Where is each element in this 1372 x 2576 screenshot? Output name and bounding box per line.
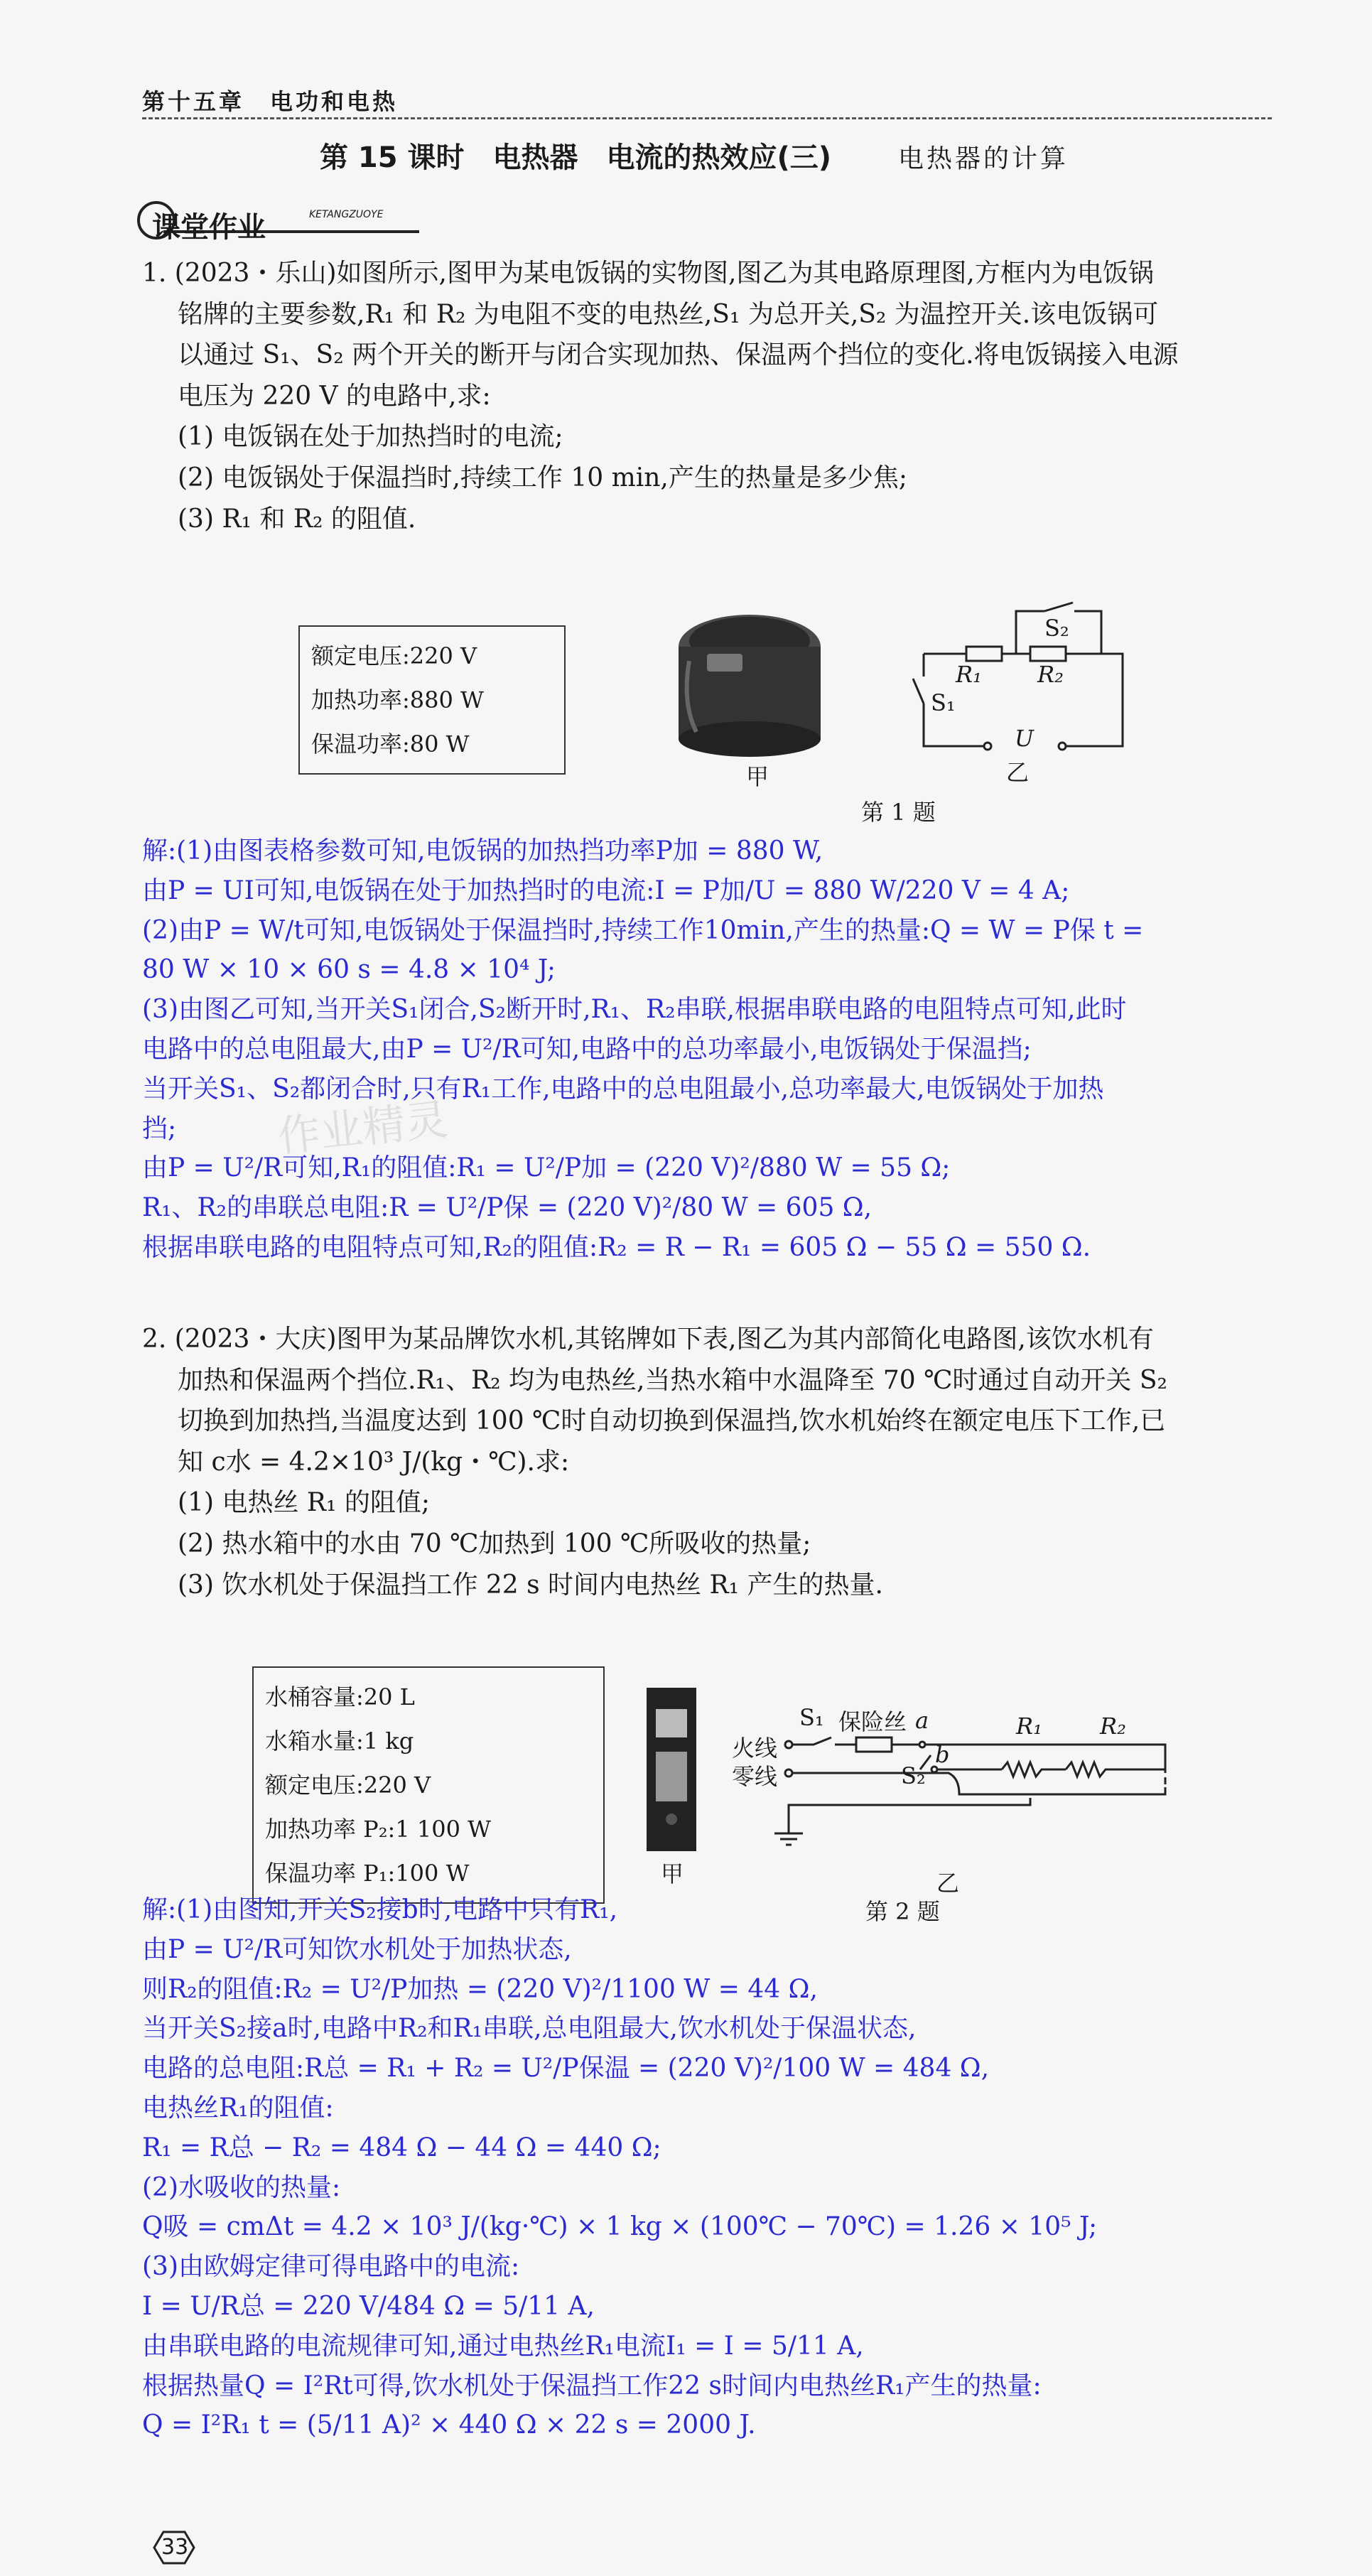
q1-sub3: (3) R₁ 和 R₂ 的阻值. (178, 504, 416, 534)
lesson-subtitle: 电热器的计算 (898, 144, 1069, 173)
q2-solution-line: 电路的总电阻:R总 = R₁ + R₂ = U²/P保温 = (220 V)²/100 W = 484 Ω, (142, 2054, 990, 2084)
q1-solution-line: (2)由P = W/t可知,电饭锅处于保温挡时,持续工作10min,产生的热量:Q = W = P保 t = (142, 915, 1144, 945)
q2-table-row: 加热功率 P₂:1 100 W (265, 1816, 491, 1843)
q2-solution-line: (2)水吸收的热量: (142, 2172, 341, 2202)
q2-r2-label: R₂ (1100, 1713, 1126, 1740)
q1-line: 以通过 S₁、S₂ 两个开关的断开与闭合实现加热、保温两个挡位的变化.将电饭锅接入电源 (178, 340, 1179, 370)
q2-fig-yi-label: 乙 (936, 1870, 960, 1897)
rice-cooker-image (668, 604, 831, 760)
q2-fire-label: 火线 (732, 1735, 778, 1762)
header-divider (142, 117, 1272, 119)
q1-solution-line: R₁、R₂的串联总电阻:R = U²/P保 = (220 V)²/80 W = 605 Ω, (142, 1193, 873, 1223)
q2-solution-line: R₁ = R总 − R₂ = 484 Ω − 44 Ω = 440 Ω; (142, 2133, 661, 2162)
q2-line: 切换到加热挡,当温度达到 100 ℃时自动切换到保温挡,饮水机始终在额定电压下工作,已 (178, 1406, 1166, 1436)
badge-pinyin: KETANGZUOYE (309, 209, 384, 220)
q2-circuit-diagram (725, 1698, 1179, 1862)
lesson-title (320, 135, 1069, 176)
q2-solution-line: 根据热量Q = I²Rt可得,饮水机处于保温挡工作22 s时间内电热丝R₁产生的热量: (142, 2371, 1042, 2400)
q2-s1-label: S₁ (799, 1704, 824, 1731)
q1-fig-yi-label: 乙 (1006, 759, 1030, 786)
q2-sub1: (1) 电热丝 R₁ 的阻值; (178, 1488, 430, 1518)
badge-label: 课堂作业 (152, 211, 266, 244)
q2-line: 知 c水 = 4.2×10³ J/(kg・℃).求: (178, 1447, 570, 1477)
q1-circuit-diagram (902, 597, 1137, 786)
q1-table-row: 保温功率:80 W (311, 731, 470, 758)
q2-table-row: 水桶容量:20 L (265, 1683, 415, 1710)
q2-solution-line: I = U/R总 = 220 V/484 Ω = 5/11 A, (142, 2291, 595, 2321)
q1-sub1: (1) 电饭锅在处于加热挡时的电流; (178, 422, 563, 452)
q2-fig-jia-label: 甲 (661, 1860, 684, 1887)
q2-r1-label: R₁ (1016, 1713, 1042, 1740)
q1-table-row: 额定电压:220 V (311, 642, 477, 669)
q1-solution-line: 解:(1)由图表格参数可知,电饭锅的加热挡功率P加 = 880 W, (142, 836, 823, 866)
q1-solution-line: 80 W × 10 × 60 s = 4.8 × 10⁴ J; (142, 955, 556, 985)
q1-solution (142, 831, 1293, 1268)
q2-text (142, 1319, 1279, 1605)
q1-fig-jia-label: 甲 (746, 763, 769, 790)
q2-zero-label: 零线 (732, 1763, 778, 1790)
q2-fuse-label: 保险丝 (838, 1708, 907, 1735)
q1-solution-line: 由P = UI可知,电饭锅在处于加热挡时的电流:I = P加/U = 880 W/220 V = 4 A; (142, 875, 1070, 905)
q2-line: 2. (2023・大庆)图甲为某品牌饮水机,其铭牌如下表,图乙为其内部简化电路图,该饮水机有 (142, 1325, 1154, 1354)
q1-line: 铭牌的主要参数,R₁ 和 R₂ 为电阻不变的电热丝,S₁ 为总开关,S₂ 为温控开关.该电饭锅可 (178, 299, 1159, 329)
homework-badge (135, 199, 448, 242)
q2-table-row: 水箱水量:1 kg (265, 1728, 414, 1755)
page-number-badge (146, 2526, 202, 2569)
page-number: 33 (161, 2535, 189, 2560)
q2-solution-line: 由P = U²/R可知饮水机处于加热状态, (142, 1934, 572, 1964)
watermark: 作业精灵 (275, 1094, 450, 1163)
q2-sub2: (2) 热水箱中的水由 70 ℃加热到 100 ℃所吸收的热量; (178, 1529, 811, 1558)
q2-s2-label: S₂ (901, 1762, 926, 1789)
q1-solution-line: 当开关S₁、S₂都闭合时,只有R₁工作,电路中的总电阻最小,总功率最大,电饭锅处于加热 (142, 1074, 1104, 1104)
q1-solution-line: 电路中的总电阻最大,由P = U²/R可知,电路中的总功率最小,电饭锅处于保温挡; (142, 1034, 1032, 1064)
q2-solution-line: 解:(1)由图知,开关S₂接b时,电路中只有R₁, (142, 1895, 618, 1924)
q1-line: 电压为 220 V 的电路中,求: (178, 381, 491, 411)
q1-solution-line: 根据串联电路的电阻特点可知,R₂的阻值:R₂ = R − R₁ = 605 Ω − 55 Ω = 550 Ω. (142, 1232, 1091, 1262)
q1-text (142, 253, 1279, 539)
q1-solution-line: 由P = U²/R可知,R₁的阻值:R₁ = U²/P加 = (220 V)²/880 W = 55 Ω; (142, 1153, 951, 1183)
water-dispenser-image (643, 1688, 700, 1851)
q2-solution-line: 则R₂的阻值:R₂ = U²/P加热 = (220 V)²/1100 W = 44 Ω, (142, 1974, 818, 2004)
q1-u-label: U (1015, 725, 1034, 752)
q2-line: 加热和保温两个挡位.R₁、R₂ 均为电热丝,当热水箱中水温降至 70 ℃时通过自动开关 S₂ (178, 1365, 1167, 1395)
chapter-title: 第十五章 电功和电热 (142, 88, 399, 115)
q2-table-row: 保温功率 P₁:100 W (265, 1860, 470, 1887)
q1-fig-caption: 第 1 题 (861, 799, 936, 826)
q1-nameplate-table (298, 625, 566, 775)
q1-line: 1. (2023・乐山)如图所示,图甲为某电饭锅的实物图,图乙为其电路原理图,方框内为电饭锅 (142, 259, 1154, 288)
lesson-title-main: 第 15 课时 电热器 电流的热效应(三) (320, 141, 832, 174)
q2-solution-line: Q = I²R₁ t = (5/11 A)² × 440 Ω × 22 s = 2000 J. (142, 2410, 756, 2440)
q2-solution-line: 当开关S₂接a时,电路中R₂和R₁串联,总电阻最大,饮水机处于保温状态, (142, 2014, 917, 2044)
q2-sub3: (3) 饮水机处于保温挡工作 22 s 时间内电热丝 R₁ 产生的热量. (178, 1570, 883, 1600)
q1-table-row: 加热功率:880 W (311, 686, 484, 713)
q2-a-label: a (915, 1707, 929, 1734)
q2-solution-line: 电热丝R₁的阻值: (142, 2093, 334, 2123)
q2-solution-line: 由串联电路的电流规律可知,通过电热丝R₁电流I₁ = I = 5/11 A, (142, 2331, 864, 2361)
q1-r2-label: R₂ (1037, 661, 1064, 688)
q2-table-row: 额定电压:220 V (265, 1772, 431, 1799)
q1-sub2: (2) 电饭锅处于保温挡时,持续工作 10 min,产生的热量是多少焦; (178, 463, 907, 492)
q2-solution (142, 1890, 1293, 2445)
q1-r1-label: R₁ (956, 661, 982, 688)
q2-b-label: b (935, 1741, 950, 1768)
q1-s1-label: S₁ (931, 689, 956, 716)
q2-nameplate-table (252, 1666, 605, 1904)
q2-solution-line: (3)由欧姆定律可得电路中的电流: (142, 2252, 520, 2282)
q1-s2-label: S₂ (1044, 615, 1069, 642)
q2-solution-line: Q吸 = cmΔt = 4.2 × 10³ J/(kg·℃) × 1 kg × (100℃ − 70℃) = 1.26 × 10⁵ J; (142, 2212, 1098, 2242)
q1-solution-line: 挡; (142, 1114, 177, 1143)
q2-fig-caption: 第 2 题 (865, 1898, 940, 1925)
q1-solution-line: (3)由图乙可知,当开关S₁闭合,S₂断开时,R₁、R₂串联,根据串联电路的电阻特点可知,此时 (142, 995, 1127, 1025)
